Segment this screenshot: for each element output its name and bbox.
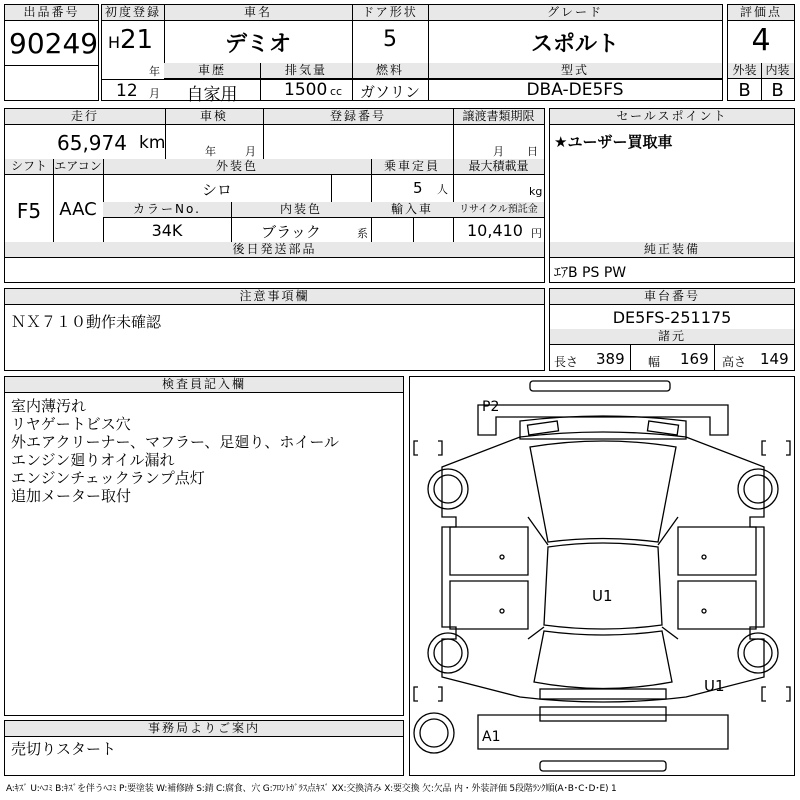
office-text: 売切りスタート <box>11 740 117 758</box>
era: H <box>108 33 121 52</box>
grade-label: グレード <box>428 5 722 21</box>
lot-number: 90249 <box>9 27 99 60</box>
doors-label: ドア形状 <box>352 5 428 21</box>
lot-box <box>4 4 99 101</box>
int-color-unit: 系 <box>357 227 368 240</box>
chassis-label: 車台番号 <box>550 289 794 305</box>
notes-box <box>4 288 545 371</box>
int-color-label: 内装色 <box>231 202 371 218</box>
history-label: 車歴 <box>164 63 260 79</box>
ext-color: シロ <box>201 181 232 199</box>
color-no: 34K <box>151 221 183 240</box>
ac: AAC <box>59 199 97 220</box>
car-diagram-drawing <box>410 377 795 776</box>
displacement-label: 排気量 <box>260 63 352 79</box>
inspector-line: 追加メーター取付 <box>11 487 132 505</box>
capacity: 5 <box>413 179 423 197</box>
height-label: 高さ <box>722 355 747 369</box>
equipment-label: 純正装備 <box>550 242 794 258</box>
insp-year-unit: 年 <box>205 145 216 158</box>
model-label: 型式 <box>428 63 722 79</box>
recycle-unit: 円 <box>531 227 542 240</box>
mileage-label: 走行 <box>5 109 165 125</box>
exterior-label: 外装 <box>728 63 761 79</box>
capacity-unit: 人 <box>437 183 448 196</box>
shift-label: シフト <box>5 159 53 175</box>
lot-label: 出品番号 <box>5 5 98 21</box>
sales-label: セールスポイント <box>550 109 794 125</box>
inspector-line: リヤゲートビス穴 <box>11 415 131 433</box>
car-name: デミオ <box>224 32 291 57</box>
u1-mark: U1 <box>592 587 613 605</box>
inspector-line: 外エアクリーナー、マフラー、足廻り、ホイール <box>11 433 340 451</box>
interior-label: 内装 <box>761 63 794 79</box>
inspector-box <box>4 376 404 716</box>
height: 149 <box>760 350 789 368</box>
load-unit: kg <box>529 185 543 198</box>
inspector-line: エンジン廻りオイル漏れ <box>11 451 175 469</box>
p2-mark: P2 <box>482 399 500 415</box>
score-box <box>727 4 795 101</box>
insp-month-unit: 月 <box>245 145 256 158</box>
fuel-label: 燃料 <box>352 63 428 79</box>
interior-score: B <box>771 80 784 101</box>
reg-no-label: 登録番号 <box>263 109 453 125</box>
equipment-text: ｴｱB PS PW <box>554 265 627 281</box>
month-unit: 月 <box>149 87 160 100</box>
ac-label: エアコン <box>54 159 102 173</box>
capacity-label: 乗車定員 <box>371 159 453 175</box>
transfer-day-unit: 日 <box>527 145 538 158</box>
doors: 5 <box>383 27 397 52</box>
fuel: ガソリン <box>359 83 420 101</box>
width: 169 <box>680 350 709 368</box>
score: 4 <box>751 23 771 58</box>
sales-text: ★ユーザー買取車 <box>554 133 673 151</box>
inspector-line: 室内薄汚れ <box>11 397 87 415</box>
ext-color-label: 外装色 <box>103 159 371 175</box>
width-label: 幅 <box>648 355 661 369</box>
inspector-label: 検査員記入欄 <box>5 377 403 393</box>
chassis-box <box>549 288 795 371</box>
import-label: 輸入車 <box>371 202 453 218</box>
year: 21 <box>120 25 154 55</box>
car-name-label: 車名 <box>164 5 352 21</box>
sales-point-box <box>549 108 795 283</box>
inspection-label: 車検 <box>165 109 263 125</box>
vehicle-header-box <box>101 4 723 105</box>
later-parts-label: 後日発送部品 <box>5 242 544 258</box>
first-reg-label: 初度登録 <box>102 5 164 21</box>
displacement-unit: cc <box>330 85 343 98</box>
notes-text: ＮＸ７１０動作未確認 <box>11 313 162 331</box>
displacement: 1500 <box>284 80 328 100</box>
year-unit: 年 <box>149 65 160 78</box>
score-label: 評価点 <box>728 5 794 21</box>
office-label: 事務局よりご案内 <box>5 721 403 737</box>
color-no-label: カラーNo. <box>103 202 231 218</box>
load-label: 最大積載量 <box>453 159 544 175</box>
history: 自家用 <box>186 85 238 105</box>
length: 389 <box>596 350 625 368</box>
car-diagram <box>409 376 795 776</box>
grade: スポルト <box>530 32 619 57</box>
office-box <box>4 720 404 776</box>
exterior-score: B <box>738 80 751 101</box>
transfer-label: 譲渡書類期限 <box>453 109 544 125</box>
inspector-line: エンジンチェックランプ点灯 <box>11 469 205 487</box>
dims-label: 諸元 <box>550 329 794 345</box>
recycle: 10,410 <box>467 221 523 240</box>
recycle-label: リサイクル預託金 <box>453 202 544 218</box>
notes-label: 注意事項欄 <box>5 289 544 305</box>
a1-mark: A1 <box>482 729 501 745</box>
int-color: ブラック <box>261 223 321 241</box>
transfer-month-unit: 月 <box>493 145 504 158</box>
u1-mark: U1 <box>704 677 725 695</box>
legend-text: A:ｷｽﾞ U:ﾍｺﾐ B:ｷｽﾞを伴うﾍｺﾐ P:要塗装 W:補修跡 S:錆 C:腐食、穴 G:ﾌﾛﾝﾄｶﾞﾗｽ点ｷｽﾞ XX:交換済み X:要交換 欠:欠品 内・外装評価 5段階ﾗﾝｸ順(A･B･C･D･E) 1 <box>6 784 617 794</box>
model: DBA-DE5FS <box>526 80 624 100</box>
length-label: 長さ <box>554 355 579 369</box>
mileage: 65,974 <box>57 131 127 155</box>
vehicle-details-box <box>4 108 545 283</box>
chassis-number: DE5FS-251175 <box>612 308 732 327</box>
shift: F5 <box>16 199 42 223</box>
mileage-unit: km <box>139 133 166 153</box>
month: 12 <box>116 81 138 101</box>
